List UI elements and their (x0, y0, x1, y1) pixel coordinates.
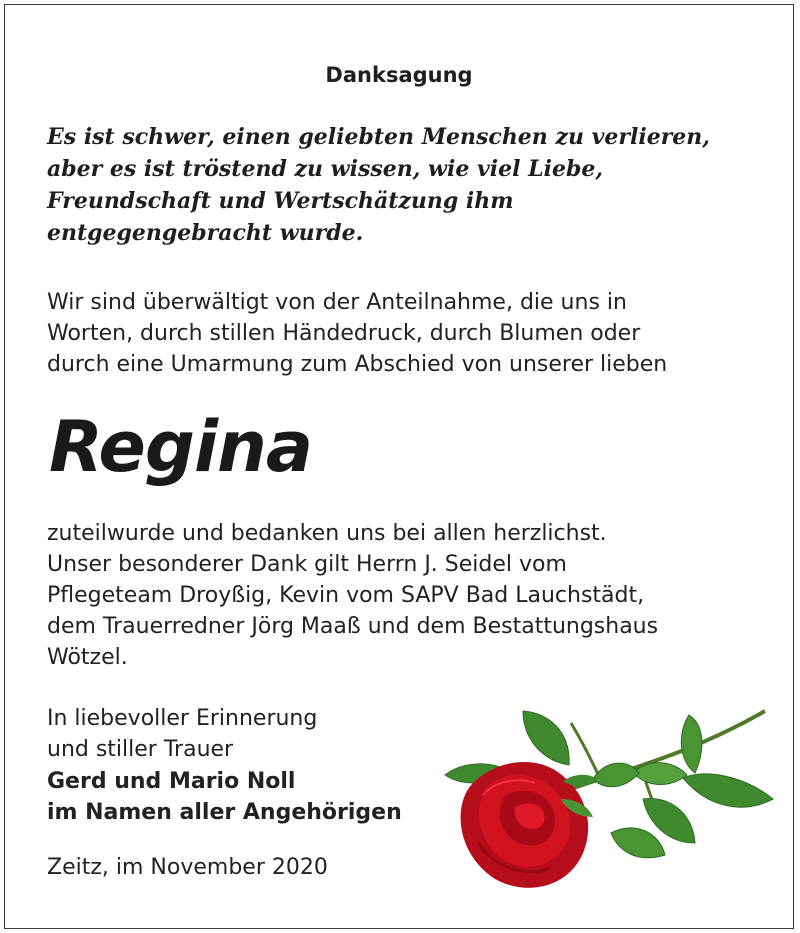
place-date: Zeitz, im November 2020 (47, 855, 328, 880)
intro-line: durch eine Umarmung zum Abschied von unserer lieben (47, 352, 668, 377)
obituary-notice (4, 4, 794, 929)
notice-heading: Danksagung (325, 63, 473, 87)
thanks-line: Wötzel. (47, 645, 128, 670)
thanks-line: zuteilwurde und bedanken uns bei allen herzlichst. (47, 521, 607, 546)
quote-line: Freundschaft und Wertschätzung ihm (47, 188, 514, 214)
thanks-line: Unser besonderer Dank gilt Herrn J. Seidel vom (47, 552, 567, 577)
intro-line: Worten, durch stillen Händedruck, durch Blumen oder (47, 321, 641, 346)
closing-block (47, 703, 317, 765)
signer-line: im Namen aller Angehörigen (47, 800, 402, 825)
red-rose-image (443, 703, 783, 893)
thanks-line: Pflegeteam Droyßig, Kevin vom SAPV Bad Lauchstädt, (47, 583, 645, 608)
quote-block (47, 121, 747, 249)
quote-line: entgegengebracht wurde. (47, 220, 364, 246)
signer-line: Gerd und Mario Noll (47, 769, 296, 794)
quote-line: Es ist schwer, einen geliebten Menschen zu verlieren, (47, 124, 710, 150)
signers-block (47, 766, 402, 828)
thanks-paragraph (47, 518, 658, 673)
intro-line: Wir sind überwältigt von der Anteilnahme, die uns in (47, 290, 627, 315)
closing-line: und stiller Trauer (47, 737, 234, 762)
thanks-line: dem Trauerredner Jörg Maaß und dem Bestattungshaus (47, 614, 659, 639)
deceased-name: Regina (49, 406, 313, 488)
closing-line: In liebevoller Erinnerung (47, 706, 318, 731)
intro-paragraph (47, 287, 667, 380)
quote-line: aber es ist tröstend zu wissen, wie viel Liebe, (47, 156, 603, 182)
